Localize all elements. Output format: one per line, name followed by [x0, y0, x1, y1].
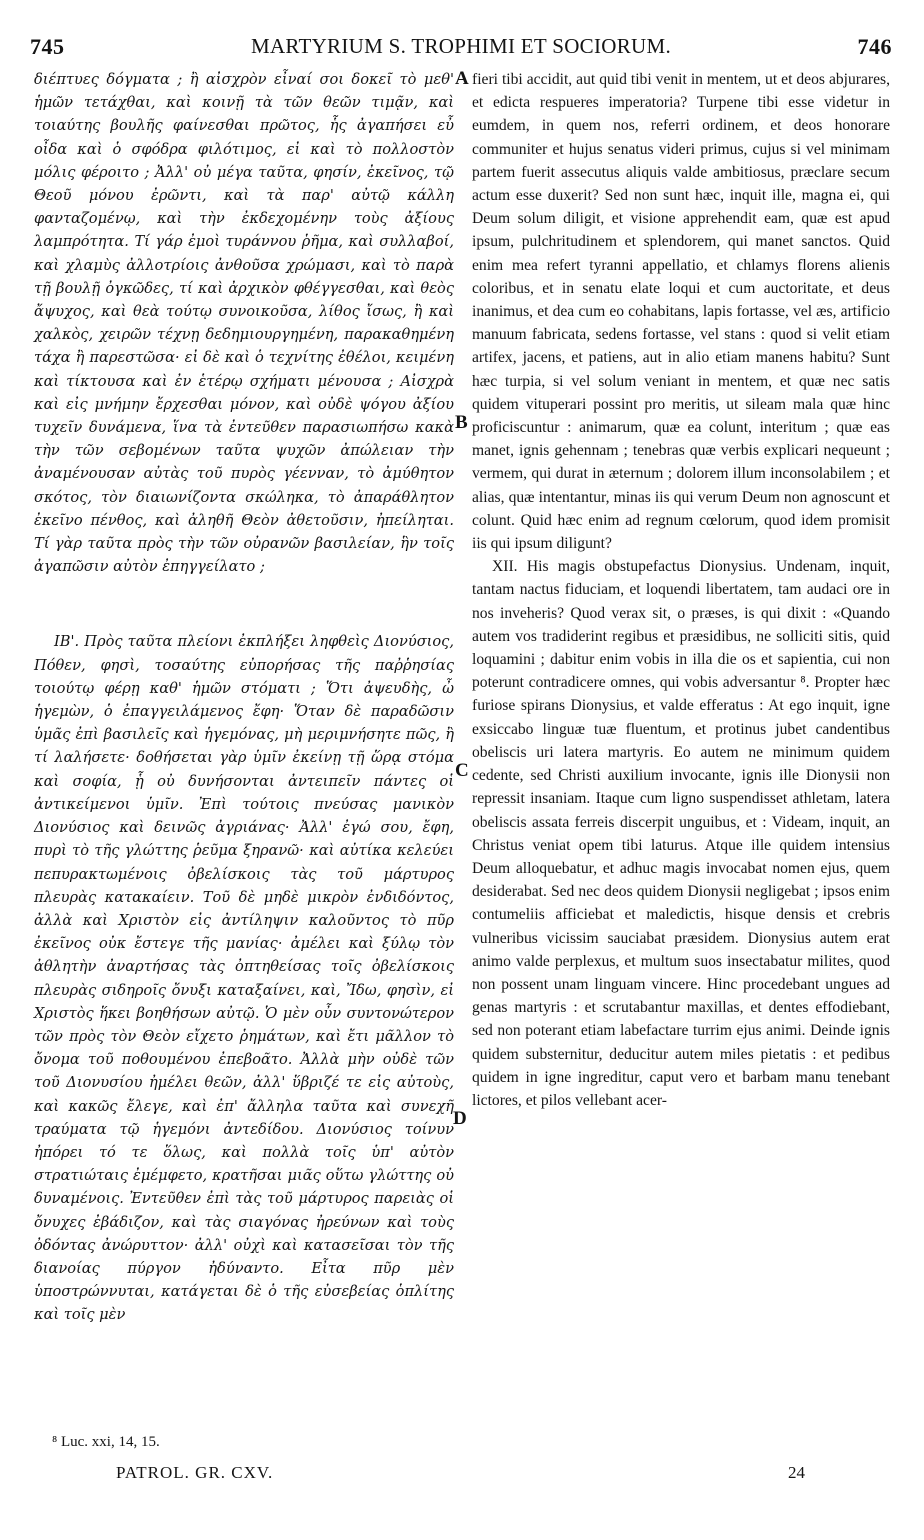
running-title: MARTYRIUM S. TROPHIMI ET SOCIORUM.	[250, 34, 672, 58]
section-marker-b: B	[455, 412, 468, 433]
page-number-left: 745	[30, 34, 65, 59]
section-marker-c: C	[455, 760, 469, 781]
greek-paragraph-2: ΙΒ'. Πρὸς ταῦτα πλείονι ἐκπλήξει ληφθεὶς Διονύσιος, Πόθεν, φησὶ, τοσαύτης εὐπορήσας τῆς παῤῥησίας τοιούτῳ φέρῃ καθ' ἡμῶν στόματι ; Ὅτι ἀψευδὴς, ὦ ἡγεμὼν, ὁ ἐπαγγειλάμενος ἔφη· Ὅταν δὲ παραδῶσιν ὑμᾶς ἐπὶ βασιλεῖς καὶ ἡγεμόνας, μὴ μεριμνήσητε πῶς, ἢ τί λαλήσετε· δοθήσεται γὰρ ὑμῖν ἐκείνῃ τῇ ὥρᾳ στόμα καὶ σοφία, ᾗ οὐ δυνήσονται ἀντειπεῖν πάντες οἱ ἀντικείμενοι ὑμῖν. Ἐπὶ τούτοις πνεύσας μανικὸν Διονύσιος καὶ δεινῶς ἀγριάνας· Ἀλλ' ἐγώ σου, ἔφη, πυρὶ τὸ τῆς γλώττης ῥεῦμα ξηρανῶ· καὶ αὐτίκα κελεύει πεπυρακτωμένοις ὀβελίσκοις τὰς τοῦ μάρτυρος πλευρὰς κατακαίειν. Τοῦ δὲ μηδὲ μικρὸν ἐνδιδόντος, ἀλλὰ καὶ Χριστὸν εἰς ἀντίληψιν καλοῦντος τὸ πῦρ ἐκεῖνος οὐκ ἔστεγε τῆς μανίας· ἀμέλει καὶ ξύλῳ τὸν ἀθλητὴν ἀναρτήσας τὰς ὀπτηθείσας τοῖς ὀβελίσκοις πλευρὰς σιδηροῖς ὄνυξι καταξαίνει, καὶ, Ἴδω, φησὶν, εἰ Χριστὸς ἥκει βοηθήσων αὐτῷ. Ὁ μὲν οὖν συντονώτερον τῶν πρὸς τὸν Θεὸν εἴχετο ῥημάτων, καὶ ἔτι μᾶλλον τὸ ὄνομα τοῦ ποθουμένου ἐπεβοᾶτο. Ἀλλὰ μὴν οὐδὲ τῶν τοῦ Διονυσίου ἠμέλει θεῶν, ἀλλ' ὕβριζέ τε εἰς αὐτοὺς, καὶ κακῶς ἔλεγε, καὶ ἐπ' ἄλληλα ταῦτα καὶ συνεχῆ τραύματα τῷ ἡγεμόνι ἀντεδίδου. Διονύσιος τοίνυν ἠπόρει τό τε ὅλως, καὶ πολλὰ τοῖς ὑπ' αὐτὸν στρατιώταις ἐμέμφετο, κρατῆσαι μιᾶς οὕτω γλώττης οὐ δυναμένοις. Ἐντεῦθεν ἐπὶ τὰς τοῦ μάρτυρος παρειὰς οἱ ὄνυχες ἐβάδιζον, καὶ τὰς σιαγόνας ἠρεύνων καὶ τοὺς ὀδόντας ἀνώρυττον· ἀλλ' οὐχὶ καὶ κατασεῖσαι τὸν τῆς διανοίας πύργον ἠδύναντο. Εἶτα πῦρ μὲν ὑποστρώννυται, κατάγεται δὲ ὁ τῆς εὐσεβείας ὁπλίτης καὶ τοῖς μὲν	[34, 633, 454, 1324]
latin-column	[472, 68, 890, 1112]
section-marker-a: A	[455, 68, 469, 89]
greek-paragraph-1: διέπτυες δόγματα ; ἢ αἰσχρὸν εἶναί σοι δοκεῖ τὸ μεθ' ἡμῶν τετάχθαι, καὶ κοινῇ τὰ τῶν θεῶν τιμᾷν, καὶ τοιαύτης βουλῆς φαίνεσθαι πρῶτος, ἧς ἀγαπήσει εὖ οἶδα καὶ ὁ σφόδρα φιλότιμος, εἰ καὶ τὸ πολλοστὸν μόλις φέροιτο ; Ἀλλ' οὐ μέγα ταῦτα, φησίν, ἐκεῖνος, τῷ Θεοῦ μόνου ἐρῶντι, καὶ τὰ παρ' αὐτῷ κάλλη φανταζομένῳ, καὶ τὴν ἐκδεχομένην τοὺς ἀξίους λαμπρότητα. Τί γάρ ἐμοὶ τυράννου ῥῆμα, καὶ συλλαβοί, καὶ χλαμὺς ἀλλοτρίοις ἀνθοῦσα χρώμασι, καὶ τὸ παρὰ τῇ βουλῇ ὀγκῶδες, τί καὶ ἀρχικὸν φθέγγεσθαι, καὶ θεὸς ἄψυχος, καὶ θεὰ τούτῳ συνοικοῦσα, λίθος ἴσως, ἢ καὶ χαλκὸς, χειρῶν τέχνῃ δεδημιουργημένη, παρακαθημένη τάχα ἢ παρεστῶσα· εἰ δὲ καὶ ὁ τεχνίτης ἐθέλοι, κειμένη καὶ τίκτουσα καὶ ἐν ἑτέρῳ σχήματι μένουσα ; Αἰσχρὰ καὶ εἰς μνήμην ἔρχεσθαι μόνον, καὶ οὐδὲ ψόγου ἀξίου τυχεῖν δυνάμενα, ἵνα τὰ ἐντεῦθεν παρασιωπήσω κακὰ τὴν τῶν σεβομένων ταῦτα ψυχῶν ἀπώλειαν τὴν ἀναμένουσαν αὐτὰς τοῦ πυρὸς γέενναν, τὸ ἀμύθητον σκότος, τὸν διαιωνίζοντα σκώληκα, τὸ ἀπαράθλητον ἐκεῖνο πένθος, καὶ ἀληθῆ Θεὸν ἀθετοῦσιν, ἠπείληται. Τί γὰρ ταῦτα πρὸς τὴν τῶν οὐρανῶν βασιλείαν, ἣν τοῖς ἀγαπῶσιν αὐτὸν ἐπηγγείλατο ;	[34, 71, 454, 576]
running-header	[28, 32, 894, 62]
series-signature: PATROL. GR. CXV.	[116, 1463, 274, 1482]
section-marker-d: D	[453, 1108, 467, 1129]
greek-column	[34, 68, 454, 1327]
page-number-right: 746	[857, 34, 892, 59]
footnote: ⁸ Luc. xxi, 14, 15.	[52, 1434, 160, 1450]
gathering-number: 24	[788, 1463, 805, 1482]
latin-paragraph-2: XII. His magis obstupefactus Dionysius. Undenam, inquit, tantam nactus fiduciam, et loquendi libertatem, tam audaci ore in nos inveheris? Quod verax sit, o præses, is qui dixit : «Quando autem vos tradiderint regibus et præsidibus, ne solliciti sitis, quid loquamini ; dabitur enim vobis in illa die os et sapientia, cui non poterunt contradicere omnes, qui vobis adversantur ⁸. Propter hæc furiose spirans Dionysius, et valde efferatus : At ego inquit, igne exsiccabo linguæ tuæ fluentum, et protinus jubet candentibus obeliscis uri latera martyris. Eo autem ne minimum quidem cedente, sed Christi auxilium invocante, ignis ille Dionysii non repressit insaniam. Itaque cum ligno suspendisset athletam, latera obeliscis assata ferreis discerpit unguibus, et : Videam, inquit, an Christus veniat opem tibi laturus. Atque ille quidem intensius Deum alloquebatur, et adhuc magis invocabat nomen ejus, quem desiderabat. Sed nec deos quidem Dionysii negligebat ; ipsos enim contumeliis afficiebat et maledictis, hisque densis et crebris vulneribus vicissim sauciabat præsidem. Dionysius autem erat animo valde perplexus, et multum suos insectabatur milites, quod non possent unam linguam vincere. Hinc procedebant ungues ad genas martyris : et scrutabantur maxillas, et dentes effodiebant, sed non poterant etiam labefactare turrim ejus animi. Deinde ignis quidem substernitur, deducitur autem miles pietatis : et pedibus quidem in igne ingreditur, caput vero et barbam manu tenebant lictores, et pilos vellebant acer-	[472, 558, 890, 1109]
paragraph-gap	[34, 578, 454, 630]
latin-paragraph-1: fieri tibi accidit, aut quid tibi venit in mentem, ut et deos abjurares, et edicta respueres imperatoria? Turpene tibi esse videtur in eumdem, in quem nos, referri ordinem, et deos honorare communiter et hujus senatus videri primus, cujus si vel minimam partem fuerit assecutus aliquis valde ambitiosus, præclare secum actum esse duxerit? Sed non sunt hæc, inquit ille, magna ei, qui Deum solum diligit, et visione apprehendit eam, quæ est apud ipsum, pulchritudinem et splendorem, qui manet sanctos. Quid enim mea refert tyranni appellatio, et chlamys florens alienis coloribus, et in senatu elate loqui et cum auctoritate, et deus inanimus, et dea cum eo cohabitans, lapis fortasse, vel æs, artificio manuum fabricata, sedens fortasse, vel stans : quod si velit etiam artifex, jacens, et patiens, aut in alio etiam manens habitu? Sunt hæc turpia, si vel solum veniant in mentem, et quæ nec satis quidem vituperari possint pro meritis, ut sileam mala quæ hinc proficiscuntur : animarum, quæ ea colunt, interitum ; quæ eas manet, ignis gehennam ; tenebras quæ verbis explicari nequeunt ; vermem, qui durat in æternum ; dolorem illum inconsolabilem ; et alias, quæ intentantur, minas iis qui verum Deum non agnoscunt et colunt. Quid hæc enim ad regnum cœlorum, quod idem promisit iis qui ipsum diligunt?	[472, 71, 890, 553]
